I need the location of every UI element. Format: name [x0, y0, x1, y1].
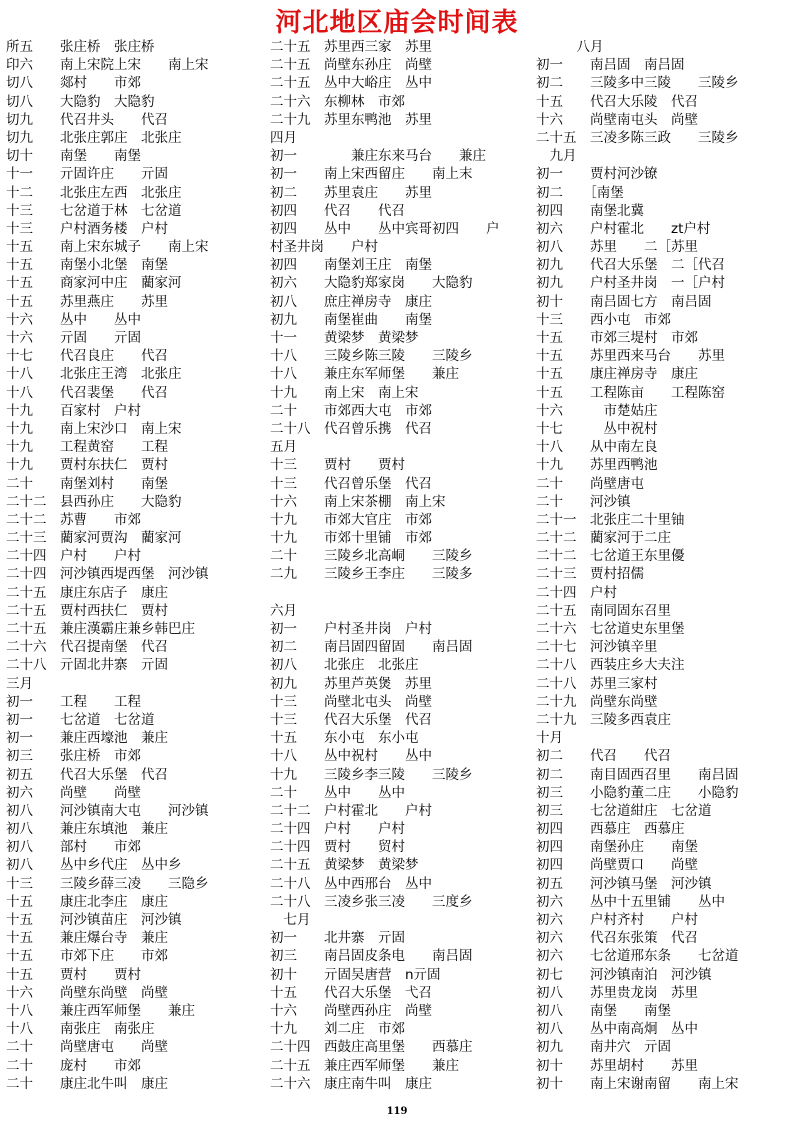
schedule-row: 七月: [270, 912, 311, 928]
schedule-row: 十七 丛中祝村: [536, 420, 658, 437]
schedule-row: 初九 南堡崔曲 南堡: [270, 311, 432, 328]
schedule-row: 二十八 亓固北井寨 亓固: [6, 657, 168, 674]
schedule-row: 初一 七岔道 七岔道: [6, 711, 155, 728]
schedule-row: 初五 代召大乐堡 代召: [6, 766, 168, 783]
schedule-row: 初八 苏里贵龙岗 苏里: [536, 984, 698, 1001]
schedule-row: 十九 三陵乡李三陵 三陵乡: [270, 766, 473, 783]
schedule-row: 初一 户村圣井岗 户村: [270, 621, 432, 637]
schedule-row: 十三 户村酒务楼 户村: [6, 220, 168, 237]
schedule-row: 初六 户村齐村 户村: [536, 912, 698, 928]
schedule-row: 初八 庶庄禅房寺 康庄: [270, 293, 432, 310]
schedule-row: 初一 南吕固 南吕固: [536, 57, 685, 74]
schedule-row: 初一 北井寨 亓固: [270, 930, 405, 947]
schedule-row: 十九 刘二庄 市郊: [270, 1021, 405, 1038]
schedule-row: 切九 北张庄郭庄 北张庄: [6, 129, 182, 146]
schedule-row: 二十七 河沙镇辛里: [536, 639, 658, 656]
schedule-row: 二十六 代召提南堡 代召: [6, 639, 168, 656]
schedule-row: 二十五 三凌多陈三政 三陵乡: [536, 129, 739, 146]
schedule-row: 十五 南上宋东城子 南上宋: [6, 239, 209, 256]
schedule-row: 二十 庞村 市郊: [6, 1057, 141, 1074]
schedule-row: 二十一 北张庄二十里铀: [536, 511, 685, 528]
schedule-row: 六月: [270, 602, 297, 619]
schedule-row: 十五 工程陈亩 工程陈窑: [536, 384, 725, 401]
schedule-row: 十九 市郊大官庄 市郊: [270, 511, 432, 528]
schedule-row: 二十 康庄北牛叫 康庄: [6, 1075, 168, 1092]
schedule-row: 二十 河沙镇: [536, 493, 631, 510]
schedule-row: 初四 南堡孙庄 南堡: [536, 839, 698, 856]
schedule-row: 二十五 兼庄西军师堡 兼庄: [270, 1057, 459, 1074]
page-title: 河北地区庙会时间表: [275, 8, 519, 38]
schedule-row: 初十 亓固吴唐营 n亓固: [270, 966, 441, 983]
schedule-row: 二十六 七岔道史东里堡: [536, 621, 685, 637]
schedule-row: 十五 康庄禅房寺 康庄: [536, 366, 698, 383]
schedule-row: 十五 东小屯 东小屯: [270, 730, 419, 747]
schedule-row: 初三 七岔道紺庄 七岔道: [536, 802, 712, 819]
schedule-row: 十五 商家河中庄 藺家河: [6, 275, 182, 292]
schedule-row: 十六 尚壁西孙庄 尚壁: [270, 1002, 432, 1019]
schedule-row: 初八 南堡 南堡: [536, 1002, 671, 1019]
schedule-row: 初三 小隐豹董二庄 小隐豹: [536, 784, 739, 801]
schedule-row: 二十九 尚壁东尚壁: [536, 693, 658, 710]
schedule-row: 初九 代召大乐堡 二［代召: [536, 257, 725, 274]
schedule-row: 二十五 康庄东店子 康庄: [6, 584, 168, 601]
schedule-row: 十五 贾村 贾村: [6, 966, 141, 983]
schedule-row: 初四 代召 代召: [270, 202, 405, 219]
schedule-row: 十六 市楚姑庄: [536, 402, 658, 419]
schedule-row: 十九 苏里西鸭池: [536, 457, 658, 474]
schedule-row: 初六 大隐豹郑家岗 大隐豹: [270, 275, 473, 292]
schedule-row: 二十二 苏曹 市郊: [6, 511, 141, 528]
schedule-row: 二十四 户村 户村: [270, 821, 405, 838]
schedule-row: 十五 康庄北李庄 康庄: [6, 893, 168, 910]
schedule-row: 二十四 西鼓庄高里堡 西慕庄: [270, 1039, 473, 1056]
schedule-row: 十八 丛中祝村 丛中: [270, 748, 432, 765]
schedule-row: 十三 西小屯 市郊: [536, 311, 671, 328]
schedule-row: 十三 尚壁北屯头 尚壁: [270, 693, 432, 710]
schedule-row: 二十 南堡刘村 南堡: [6, 475, 168, 492]
schedule-row: 十五 苏里西来马台 苏里: [536, 348, 725, 365]
schedule-column-2: [270, 38, 532, 1093]
schedule-row: 十九 南上宋沙口 南上宋: [6, 420, 182, 437]
schedule-row: 二十八 代召曾乐携 代召: [270, 420, 432, 437]
schedule-row: 二十 尚壁唐屯 尚壁: [6, 1039, 168, 1056]
schedule-row: 二十五 南同固东召里: [536, 602, 671, 619]
schedule-row: 二十八 丛中西邢台 丛中: [270, 875, 432, 892]
schedule-row: 十五 代召大乐陵 代召: [536, 93, 698, 110]
schedule-row: 二十八 苏里三家村: [536, 675, 658, 692]
schedule-row: 二十四 贾村 贸村: [270, 839, 405, 856]
schedule-row: 初四 西慕庄 西慕庄: [536, 821, 685, 838]
schedule-row: 十八 三陵乡陈三陵 三陵乡: [270, 348, 473, 365]
schedule-row: 初八 北张庄 北张庄: [270, 657, 419, 674]
schedule-row: 十九 工程黄窑 工程: [6, 439, 168, 456]
schedule-row: 十九 市郊十里铺 市郊: [270, 530, 432, 547]
schedule-row: 初二 苏里袁庄 苏里: [270, 184, 432, 201]
schedule-row: 初六 丛中十五里铺 丛中: [536, 893, 725, 910]
schedule-row: 二十五 兼庄漢霸庄兼乡韩巴庄: [6, 621, 195, 637]
schedule-row: 十八 兼庄西军师堡 兼庄: [6, 1002, 195, 1019]
schedule-row: 二十五 黄梁梦 黄梁梦: [270, 857, 419, 874]
schedule-row: 二十二 七岔道王东里優: [536, 548, 685, 565]
schedule-row: 初一 工程 工程: [6, 693, 141, 710]
schedule-row: 二十 丛中 丛中: [270, 784, 405, 801]
schedule-row: 十五 市郊三堤村 市郊: [536, 330, 698, 346]
schedule-row: 初九 苏里芦英煲 苏里: [270, 675, 432, 692]
schedule-row: 二十 市郊西大屯 市郊: [270, 402, 432, 419]
schedule-row: 十一 黄梁梦 黄梁梦: [270, 330, 419, 346]
schedule-row: 二十 三陵乡北高峒 三陵乡: [270, 548, 473, 565]
schedule-row: 初十 南吕固七方 南吕固: [536, 293, 712, 310]
schedule-row: [270, 584, 532, 602]
schedule-row: 四月: [270, 129, 297, 146]
schedule-row: 二十九 苏里东鸭池 苏里: [270, 111, 432, 128]
schedule-row: 初八 丛中南高炯 丛中: [536, 1021, 698, 1038]
schedule-row: 二十四 户村 户村: [6, 548, 141, 565]
schedule-row: 初五 河沙镇马堡 河沙镇: [536, 875, 712, 892]
schedule-row: 二十四 河沙镇西堤西堡 河沙镇: [6, 566, 209, 583]
schedule-row: 初一 贾村河沙镣: [536, 166, 658, 183]
schedule-row: 初四 丛中 丛中宾哥初四 户: [270, 220, 500, 237]
schedule-row: 十七 代召良庄 代召: [6, 348, 168, 365]
schedule-row: 二十五 丛中大峪庄 丛中: [270, 75, 432, 92]
schedule-row: 初四 尚壁贾口 尚壁: [536, 857, 698, 874]
schedule-row: 十五 市郊下庄 市郊: [6, 948, 168, 965]
schedule-row: 十六 南上宋茶棚 南上宋: [270, 493, 446, 510]
schedule-row: 二十五 贾村西扶仁 贾村: [6, 602, 168, 619]
schedule-row: 切十 南堡 南堡: [6, 148, 141, 165]
schedule-row: 十八 代召裴堡 代召: [6, 384, 168, 401]
schedule-row: 初二 南目固西召里 南吕固: [536, 766, 739, 783]
schedule-row: 十五 河沙镇苗庄 河沙镇: [6, 912, 182, 928]
schedule-row: 所五 张庄桥 张庄桥: [6, 39, 155, 55]
schedule-row: 十六 尚壁南屯头 尚壁: [536, 111, 698, 128]
page-number: 119: [386, 1106, 408, 1117]
schedule-row: 初六 户村霍北 zt户村: [536, 220, 711, 237]
schedule-row: 二十五 苏里西三家 苏里: [270, 39, 432, 55]
schedule-row: 二十五 尚壁东孙庄 尚壁: [270, 57, 432, 74]
schedule-row: 十六 尚壁东尚壁 尚壁: [6, 984, 168, 1001]
schedule-row: 二十三 贾村招儒: [536, 566, 644, 583]
schedule-row: 初八 部村 市郊: [6, 839, 141, 856]
schedule-row: 十三 代召曾乐堡 代召: [270, 475, 432, 492]
schedule-row: 二十三 藺家河贾沟 藺家河: [6, 530, 182, 547]
schedule-row: 二十 尚壁唐屯: [536, 475, 644, 492]
schedule-row: 初二 ［南堡: [536, 184, 624, 201]
schedule-row: 初一 兼庄东来马台 兼庄: [270, 148, 486, 165]
schedule-row: 二十九 三陵多西袁庄: [536, 711, 671, 728]
schedule-row: 十五 南堡小北堡 南堡: [6, 257, 168, 274]
schedule-row: 二十八 西装庄乡大夫注: [536, 657, 685, 674]
schedule-row: 初四 南堡刘王庄 南堡: [270, 257, 432, 274]
schedule-row: 十三 代召大乐堡 代召: [270, 711, 432, 728]
schedule-row: 三月: [6, 675, 33, 692]
schedule-row: 二九 三陵乡王李庄 三陵多: [270, 566, 473, 583]
schedule-row: 切八 大隐豹 大隐豹: [6, 93, 155, 110]
schedule-row: 初十 南上宋谢南留 南上宋: [536, 1075, 739, 1092]
schedule-row: 十八 南张庄 南张庄: [6, 1021, 155, 1038]
schedule-row: 初六 尚壁 尚壁: [6, 784, 141, 801]
schedule-row: 十八 从中南左良: [536, 439, 658, 456]
schedule-row: 切九 代召井头 代召: [6, 111, 168, 128]
schedule-row: 十八 兼庄东军师堡 兼庄: [270, 366, 459, 383]
schedule-row: 初九 户村圣井岗 一［户村: [536, 275, 725, 292]
schedule-row: 十月: [536, 730, 563, 747]
schedule-row: 初三 南吕固皮条电 南吕固: [270, 948, 473, 965]
schedule-row: 初十 苏里胡村 苏里: [536, 1057, 698, 1074]
schedule-row: 八月: [536, 39, 604, 55]
schedule-row: 二十四 户村: [536, 584, 617, 601]
schedule-row: 初七 河沙镇南泊 河沙镇: [536, 966, 712, 983]
schedule-row: 十五 兼庄爆台寺 兼庄: [6, 930, 168, 947]
schedule-row: 五月: [270, 439, 297, 456]
schedule-row: 初八 苏里 二［苏里: [536, 239, 698, 256]
schedule-row: 二十六 东柳林 市郊: [270, 93, 405, 110]
schedule-row: 十三 贾村 贾村: [270, 457, 405, 474]
schedule-row: 初八 丛中乡代庄 丛中乡: [6, 857, 182, 874]
schedule-row: 十九 贾村东扶仁 贾村: [6, 457, 168, 474]
schedule-row: 十九 南上宋 南上宋: [270, 384, 419, 401]
schedule-row: 十六 亓固 亓固: [6, 330, 141, 346]
schedule-row: 九月: [536, 148, 577, 165]
schedule-column-1: [6, 38, 264, 1093]
schedule-row: 十五 苏里燕庄 苏里: [6, 293, 168, 310]
schedule-row: 初六 七岔道邢东条 七岔道: [536, 948, 739, 965]
schedule-row: 初三 张庄桥 市郊: [6, 748, 141, 765]
schedule-row: 初一 兼庄西壕池 兼庄: [6, 730, 168, 747]
schedule-row: 初六 代召东张策 代召: [536, 930, 698, 947]
schedule-row: 印六 南上宋院上宋 南上宋: [6, 57, 209, 74]
schedule-row: 二十八 三凌乡张三凌 三度乡: [270, 893, 473, 910]
schedule-row: 村圣井岗 户村: [270, 239, 378, 256]
schedule-row: 十五 代召大乐堡 弋召: [270, 984, 432, 1001]
schedule-row: 十一 亓固许庄 亓固: [6, 166, 168, 183]
schedule-row: 初一 南上宋西留庄 南上末: [270, 166, 473, 183]
schedule-row: 十六 丛中 丛中: [6, 311, 141, 328]
schedule-row: 初八 河沙镇南大屯 河沙镇: [6, 802, 209, 819]
schedule-row: 十三 三陵乡薛三凌 三隐乡: [6, 875, 209, 892]
schedule-row: 初二 南吕固四留固 南吕固: [270, 639, 473, 656]
schedule-row: 十九 百家村 户村: [6, 402, 141, 419]
schedule-row: 初二 三陵多中三陵 三陵乡: [536, 75, 739, 92]
schedule-row: 初九 南井穴 亓固: [536, 1039, 671, 1056]
schedule-row: 十三 七岔道于林 七岔道: [6, 202, 182, 219]
schedule-row: 二十二 县西孙庄 大隐豹: [6, 493, 182, 510]
schedule-row: 十二 北张庄左西 北张庄: [6, 184, 182, 201]
schedule-row: 十八 北张庄王湾 北张庄: [6, 366, 182, 383]
schedule-row: 二十二 藺家河于二庄: [536, 530, 671, 547]
schedule-row: 初二 代召 代召: [536, 748, 671, 765]
schedule-row: 切八 郯村 市郊: [6, 75, 141, 92]
schedule-row: 初四 南堡北冀: [536, 202, 644, 219]
schedule-row: 初八 兼庄东填池 兼庄: [6, 821, 168, 838]
schedule-column-3: [536, 38, 790, 1093]
schedule-row: 二十二 户村霍北 户村: [270, 802, 432, 819]
schedule-row: 二十六 康庄南牛叫 康庄: [270, 1075, 432, 1092]
